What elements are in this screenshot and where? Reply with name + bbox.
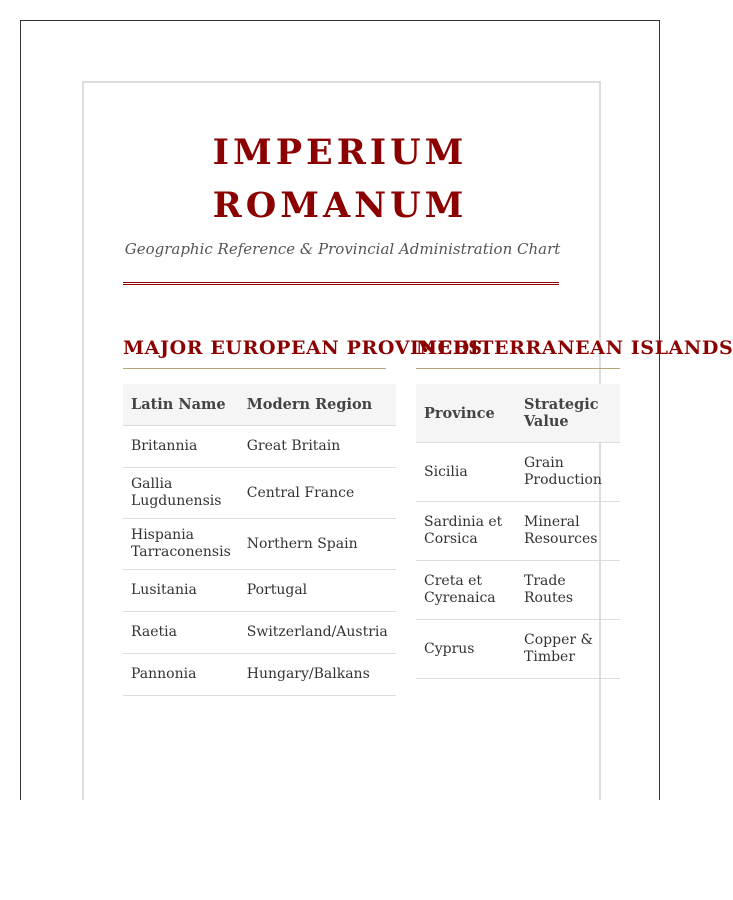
latin-name-cell: Gallia Lugdunensis (123, 468, 239, 519)
modern-region-cell: Hungary/Balkans (239, 654, 396, 696)
table-row (416, 502, 620, 561)
strategic-value-cell: Grain Production (516, 443, 620, 502)
modern-region-cell: Portugal (239, 570, 396, 612)
column-header: Strategic Value (516, 384, 620, 443)
strategic-value-cell: Mineral Resources (516, 502, 620, 561)
table-row (123, 468, 396, 519)
latin-name-cell: Britannia (123, 426, 239, 468)
latin-name-cell: Hispania Tarraconensis (123, 519, 239, 570)
table-row (123, 570, 396, 612)
title-divider (123, 282, 559, 285)
european-provinces-heading: MAJOR EUROPEAN PROVINCES (123, 334, 386, 369)
column-header: Latin Name (123, 384, 239, 426)
column-header: Province (416, 384, 516, 443)
mediterranean-islands-heading: MEDITERRANEAN ISLANDS (416, 334, 620, 369)
modern-region-cell: Switzerland/Austria (239, 612, 396, 654)
table-header-row (416, 384, 620, 443)
latin-name-cell: Pannonia (123, 654, 239, 696)
strategic-value-cell: Trade Routes (516, 561, 620, 620)
modern-region-cell: Northern Spain (239, 519, 396, 570)
modern-region-cell: Great Britain (239, 426, 396, 468)
document-subtitle: Geographic Reference & Provincial Administration Chart (124, 240, 561, 258)
table-row (123, 519, 396, 570)
province-cell: Creta et Cyrenaica (416, 561, 516, 620)
table-row (123, 426, 396, 468)
column-header: Modern Region (239, 384, 396, 426)
modern-region-cell: Central France (239, 468, 396, 519)
table-row (416, 443, 620, 502)
table-row (416, 620, 620, 679)
mediterranean-islands-section (416, 334, 733, 679)
province-cell: Sicilia (416, 443, 516, 502)
mediterranean-islands-table (416, 384, 620, 679)
document-title: IMPERIUM ROMANUM (212, 132, 468, 226)
latin-name-cell: Raetia (123, 612, 239, 654)
table-row (123, 612, 396, 654)
province-cell: Cyprus (416, 620, 516, 679)
table-row (123, 654, 396, 696)
latin-name-cell: Lusitania (123, 570, 239, 612)
table-header-row (123, 384, 396, 426)
table-row (416, 561, 620, 620)
strategic-value-cell: Copper & Timber (516, 620, 620, 679)
province-cell: Sardinia et Corsica (416, 502, 516, 561)
european-provinces-table (123, 384, 396, 696)
